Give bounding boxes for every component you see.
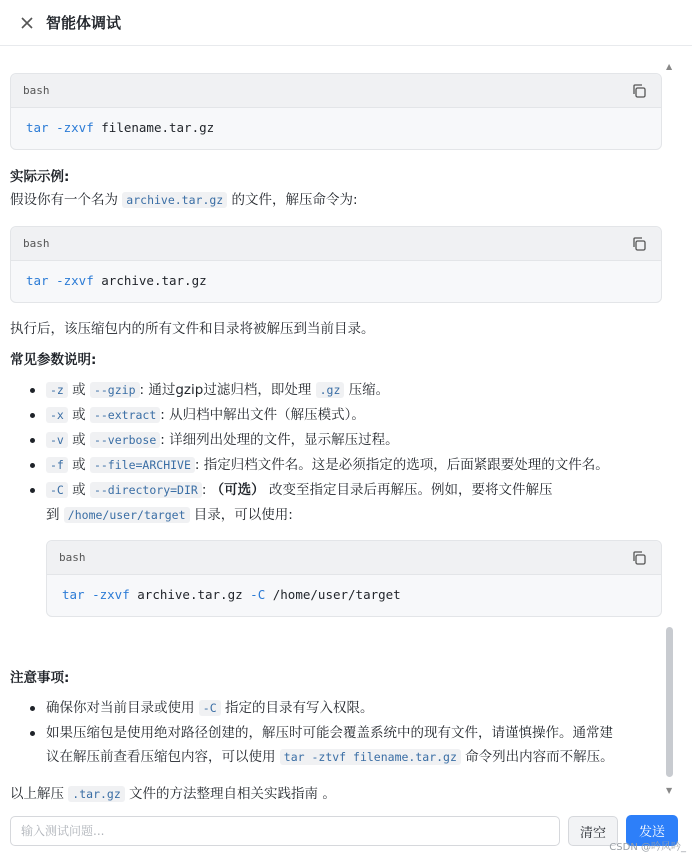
list-item: 确保你对当前目录或使用 -C 指定的目录有写入权限。 bbox=[30, 696, 613, 721]
code-header bbox=[47, 541, 661, 575]
list-item-continuation: 议在解压前查看压缩包内容，可以使用 tar -ztvf filename.tar.gz 命令列出内容而不解压。 bbox=[46, 749, 614, 765]
copy-icon[interactable] bbox=[631, 83, 647, 99]
list-item: -z 或 --gzip : 通过gzip过滤归档，即处理 .gz 压缩。 bbox=[30, 378, 609, 403]
question-input[interactable] bbox=[10, 816, 560, 846]
code-block-1 bbox=[10, 73, 662, 150]
code-header bbox=[11, 227, 661, 261]
code-block-2 bbox=[10, 226, 662, 303]
scroll-down-icon[interactable]: ▼ bbox=[666, 786, 673, 795]
close-icon[interactable] bbox=[18, 14, 36, 32]
notes-list bbox=[30, 696, 613, 746]
send-button[interactable]: 发送 bbox=[626, 815, 678, 846]
list-item: 如果压缩包是使用绝对路径创建的，解压时可能会覆盖系统中的现有文件，请谨慎操作。通常建 bbox=[30, 721, 613, 746]
code-language-label: bash bbox=[23, 237, 50, 250]
notes-heading: 注意事项: bbox=[10, 670, 70, 686]
copy-icon[interactable] bbox=[631, 236, 647, 252]
list-item: -x 或 --extract : 从归档中解出文件（解压模式）。 bbox=[30, 403, 609, 428]
example-text: 假设你有一个名为 archive.tar.gz 的文件，解压命令为: bbox=[10, 192, 358, 208]
chat-content[interactable] bbox=[0, 46, 692, 808]
list-item-continuation: 到 /home/user/target 目录，可以使用: bbox=[46, 507, 293, 523]
clear-button[interactable]: 清空 bbox=[568, 816, 618, 846]
code-text: tar -zxvf archive.tar.gz bbox=[26, 273, 207, 288]
code-language-label: bash bbox=[59, 551, 86, 564]
header-bar bbox=[0, 0, 692, 46]
code-header bbox=[11, 74, 661, 108]
scroll-up-icon[interactable]: ▲ bbox=[666, 62, 673, 71]
list-item: -C 或 --directory=DIR : （可选） 改变至指定目录后再解压。例如，要将文件解压 bbox=[30, 478, 609, 503]
scrollbar[interactable] bbox=[666, 62, 674, 802]
code-block-3 bbox=[46, 540, 662, 617]
code-language-label: bash bbox=[23, 84, 50, 97]
page-title: 智能体调试 bbox=[46, 14, 122, 32]
code-text: tar -zxvf filename.tar.gz bbox=[26, 120, 215, 135]
params-list bbox=[30, 378, 609, 503]
input-bar bbox=[0, 808, 692, 859]
copy-icon[interactable] bbox=[631, 550, 647, 566]
example-heading: 实际示例: bbox=[10, 169, 70, 185]
summary-text: 以上解压 .tar.gz 文件的方法整理自相关实践指南 。 bbox=[10, 786, 336, 802]
list-item: -f 或 --file=ARCHIVE : 指定归档文件名。这是必须指定的选项，后面紧跟要处理的文件名。 bbox=[30, 453, 609, 478]
code-text: tar -zxvf archive.tar.gz -C /home/user/target bbox=[62, 587, 401, 602]
list-item: -v 或 --verbose : 详细列出处理的文件，显示解压过程。 bbox=[30, 428, 609, 453]
after-exec-text: 执行后，该压缩包内的所有文件和目录将被解压到当前目录。 bbox=[10, 321, 375, 337]
params-heading: 常见参数说明: bbox=[10, 352, 97, 368]
watermark: CSDN @吟风吟_ bbox=[609, 842, 686, 853]
scroll-thumb[interactable] bbox=[666, 627, 673, 777]
